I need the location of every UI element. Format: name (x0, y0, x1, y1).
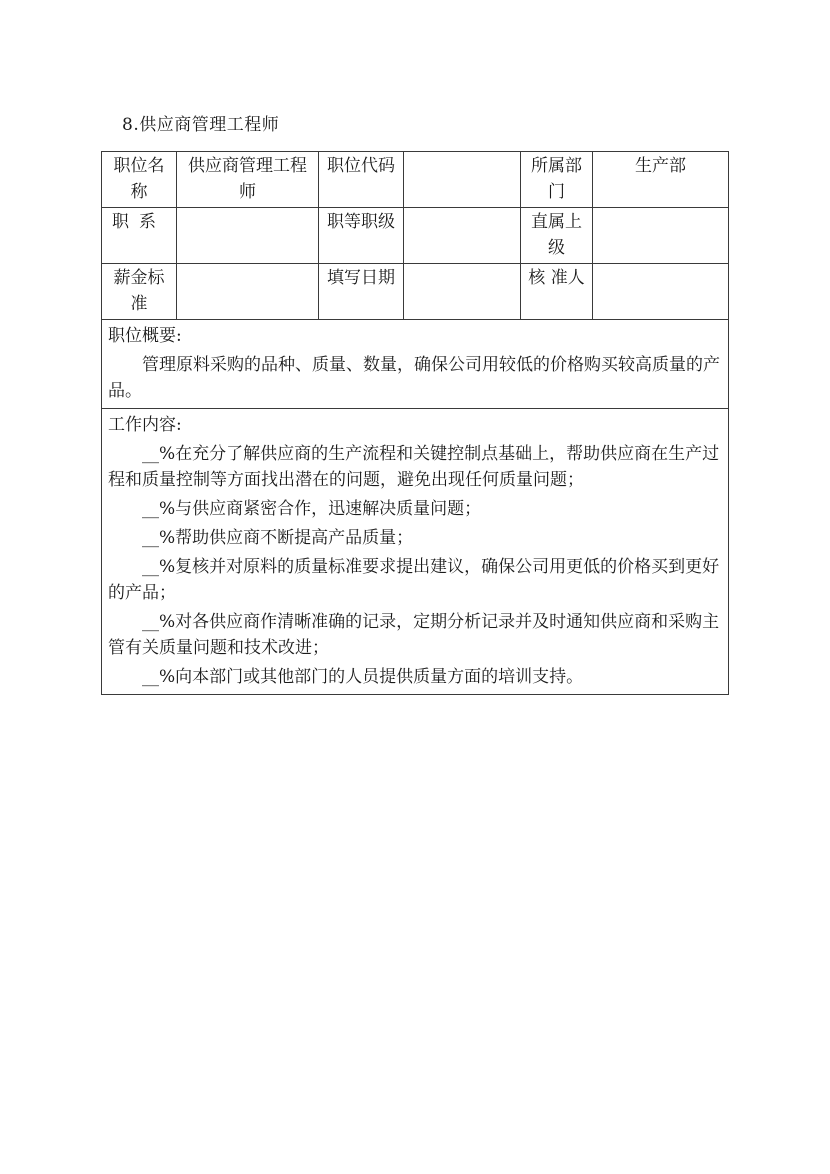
label-job-family: 职系 (102, 208, 177, 264)
value-position-code (404, 152, 521, 208)
duty-item: __%与供应商紧密合作，迅速解决质量问题； (142, 499, 482, 519)
summary-cell (102, 320, 729, 409)
summary-heading: 职位概要: (108, 326, 182, 346)
duty-item: __%向本部门或其他部门的人员提供质量方面的培训支持。 (142, 667, 584, 687)
table-row (102, 152, 729, 208)
label-approver: 核 准人 (521, 264, 593, 320)
label-position-code: 职位代码 (319, 152, 404, 208)
duty-item: __%帮助供应商不断提高产品质量； (142, 528, 414, 548)
label-fill-date: 填写日期 (319, 264, 404, 320)
table-row (102, 208, 729, 264)
value-position-name: 供应商管理工程师 (177, 152, 319, 208)
value-job-grade (404, 208, 521, 264)
label-salary-standard: 薪金标准 (102, 264, 177, 320)
job-description-table (101, 151, 729, 695)
duties-row (102, 409, 729, 695)
duty-item: __%对各供应商作清晰准确的记录，定期分析记录并及时通知供应商和采购主管有关质量问题和技术改进； (108, 612, 720, 658)
value-approver (593, 264, 729, 320)
value-direct-supervisor (593, 208, 729, 264)
table-row (102, 264, 729, 320)
duties-heading: 工作内容: (108, 415, 182, 435)
summary-row (102, 320, 729, 409)
label-job-grade: 职等职级 (319, 208, 404, 264)
value-fill-date (404, 264, 521, 320)
value-salary-standard (177, 264, 319, 320)
duty-item: __%复核并对原料的质量标准要求提出建议，确保公司用更低的价格买到更好的产品； (108, 557, 720, 603)
label-department: 所属部门 (521, 152, 593, 208)
summary-text: 管理原料采购的品种、质量、数量，确保公司用较低的价格购买较高质量的产品。 (108, 355, 720, 401)
label-direct-supervisor: 直属上级 (521, 208, 593, 264)
duties-cell (102, 409, 729, 695)
label-position-name: 职位名称 (102, 152, 177, 208)
value-department: 生产部 (593, 152, 729, 208)
value-job-family (177, 208, 319, 264)
document-title: 8.供应商管理工程师 (122, 115, 280, 135)
duty-item: __%在充分了解供应商的生产流程和关键控制点基础上，帮助供应商在生产过程和质量控制等方面找出潜在的问题，避免出现任何质量问题； (108, 444, 720, 490)
